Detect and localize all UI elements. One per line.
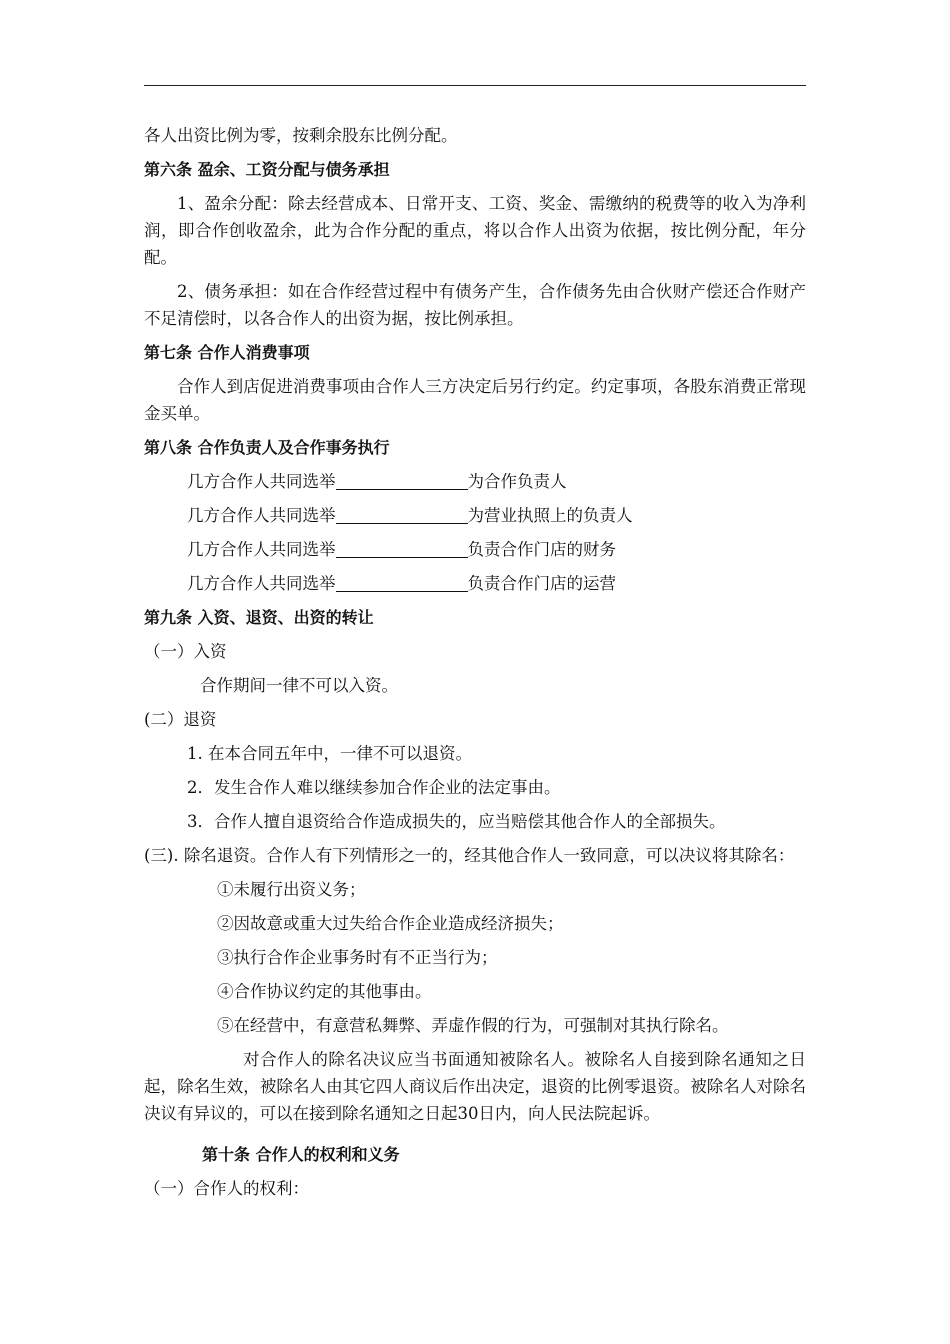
election-line-1: 几方合作人共同选举 为合作负责人	[187, 472, 567, 491]
list-item: 3．合作人擅自退资给合作造成损失的，应当赔偿其他合作人的全部损失。	[187, 812, 726, 831]
list-item: ④合作协议约定的其他事由。	[217, 982, 432, 1001]
paragraph-intro: 各人出资比例为零，按剩余股东比例分配。	[144, 126, 458, 145]
document-body	[144, 122, 806, 1202]
list-item: 2．发生合作人难以继续参加合作企业的法定事由。	[187, 778, 561, 797]
section-1-heading: （一）入资	[144, 642, 227, 661]
fill-blank[interactable]	[336, 505, 468, 524]
section-1-paragraph: 合作期间一律不可以入资。	[200, 676, 398, 695]
list-item: ⑤在经营中，有意营私舞弊、弄虚作假的行为，可强制对其执行除名。	[217, 1016, 729, 1035]
header-rule	[144, 85, 806, 86]
expulsion-notice-paragraph: 对合作人的除名决议应当书面通知被除名人。被除名人自接到除名通知之日起，除名生效，被除名人由其它四人商议后作出决定，退资的比例零退资。被除名人对除名决议有异议的，可以在接到除名通知之日起30日内，向人民法院起诉。	[144, 1050, 806, 1123]
article-7-paragraph: 合作人到店促进消费事项由合作人三方决定后另行约定。约定事项，各股东消费正常现金买单。	[144, 377, 806, 423]
list-item: ③执行合作企业事务时有不正当行为；	[217, 948, 498, 967]
article-6-title: 第六条 盈余、工资分配与债务承担	[144, 160, 390, 179]
article-10-section-1: （一）合作人的权利：	[144, 1179, 309, 1198]
article-6-debt-paragraph: 2、债务承担：如在合作经营过程中有债务产生，合作债务先由合伙财产偿还合作财产不足清偿时，以各合作人的出资为据，按比例承担。	[144, 282, 806, 328]
article-8-title: 第八条 合作负责人及合作事务执行	[144, 438, 390, 457]
election-line-2: 几方合作人共同选举 为营业执照上的负责人	[187, 506, 633, 525]
election-line-4: 几方合作人共同选举 负责合作门店的运营	[187, 574, 616, 593]
article-10-title: 第十条 合作人的权利和义务	[202, 1145, 400, 1164]
fill-blank[interactable]	[336, 471, 468, 490]
fill-blank[interactable]	[336, 539, 468, 558]
section-2-heading: (二）退资	[144, 710, 217, 729]
list-item: 1. 在本合同五年中，一律不可以退资。	[187, 744, 472, 763]
section-3-paragraph: (三). 除名退资。合作人有下列情形之一的，经其他合作人一致同意，可以决议将其除名：	[144, 846, 795, 865]
article-9-title: 第九条 入资、退资、出资的转让	[144, 608, 374, 627]
election-line-3: 几方合作人共同选举 负责合作门店的财务	[187, 540, 616, 559]
article-7-title: 第七条 合作人消费事项	[144, 343, 310, 362]
fill-blank[interactable]	[336, 573, 468, 592]
article-6-profit-paragraph: 1、盈余分配：除去经营成本、日常开支、工资、奖金、需缴纳的税费等的收入为净利润，即合作创收盈余，此为合作分配的重点，将以合作人出资为依据，按比例分配，年分配。	[144, 194, 806, 267]
list-item: ②因故意或重大过失给合作企业造成经济损失；	[217, 914, 564, 933]
list-item: ①未履行出资义务；	[217, 880, 366, 899]
